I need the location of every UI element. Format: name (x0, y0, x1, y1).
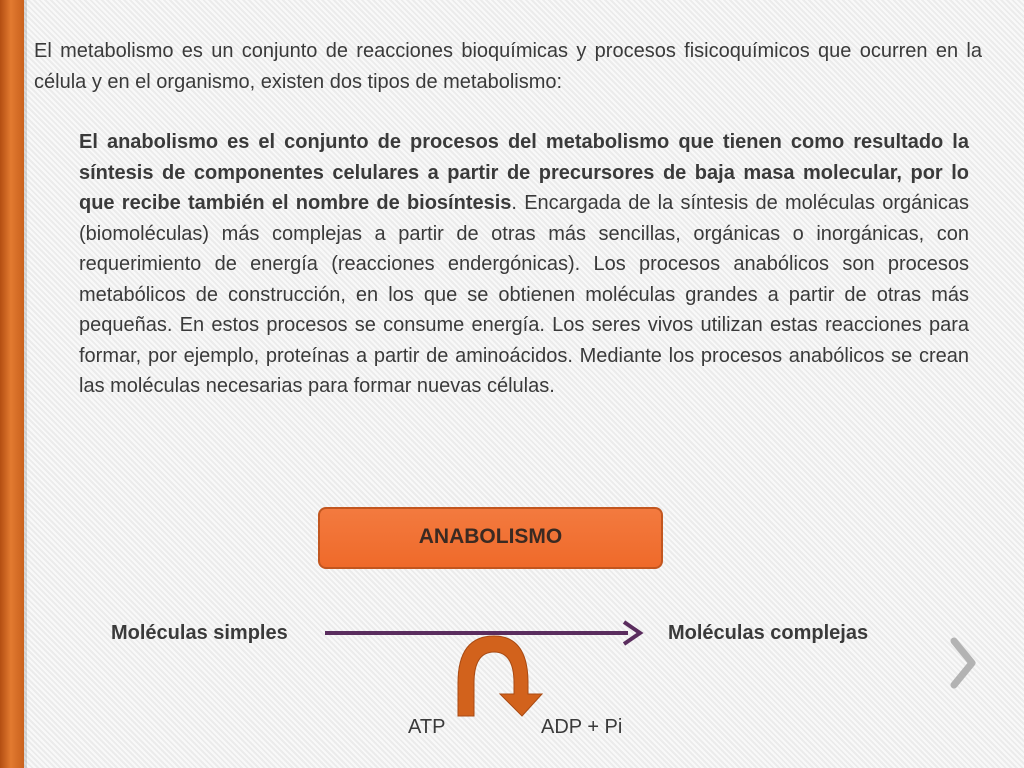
intro-paragraph: El metabolismo es un conjunto de reacciones bioquímicas y procesos fisicoquímicos que ocurren en la célula y en el organismo, existen dos tipos de metabolismo: (34, 40, 982, 93)
anabolismo-box (318, 507, 663, 569)
reaction-arrow-head (624, 622, 640, 644)
anabolism-definition: El anabolismo es el conjunto de procesos del metabolismo que tienen como resultado la síntesis de componentes celulares a partir de precursores de baja masa molecular, por lo que recibe también el nombre de biosíntesis (79, 131, 969, 214)
atp-label: ATP (408, 716, 446, 738)
energy-curved-arrow (458, 636, 542, 716)
chevron-right-icon[interactable] (940, 633, 984, 693)
anabolism-description: . Encargada de la síntesis de moléculas orgánicas (biomoléculas) más complejas a partir de otras más sencillas, orgánicas o inorgánicas, con requerimiento de energía (reacciones endergónicas). Los procesos anabólicos son procesos metabólicos de construcción, en los que se obtienen moléculas grandes a partir de otras más pequeñas. En estos procesos se consume energía. Los seres vivos utilizan estas reacciones para formar, por ejemplo, proteínas a partir de aminoácidos. Mediante los procesos anabólicos se crean las moléculas necesarias para formar nuevas células. (79, 192, 969, 397)
anabolismo-box-label: ANABOLISMO (418, 525, 563, 548)
anabolism-paragraph (79, 127, 969, 402)
adp-pi-label: ADP + Pi (541, 716, 623, 738)
simple-molecules-label: Moléculas simples (111, 622, 288, 644)
complex-molecules-label: Moléculas complejas (668, 622, 869, 644)
decorative-side-bar (0, 0, 24, 768)
